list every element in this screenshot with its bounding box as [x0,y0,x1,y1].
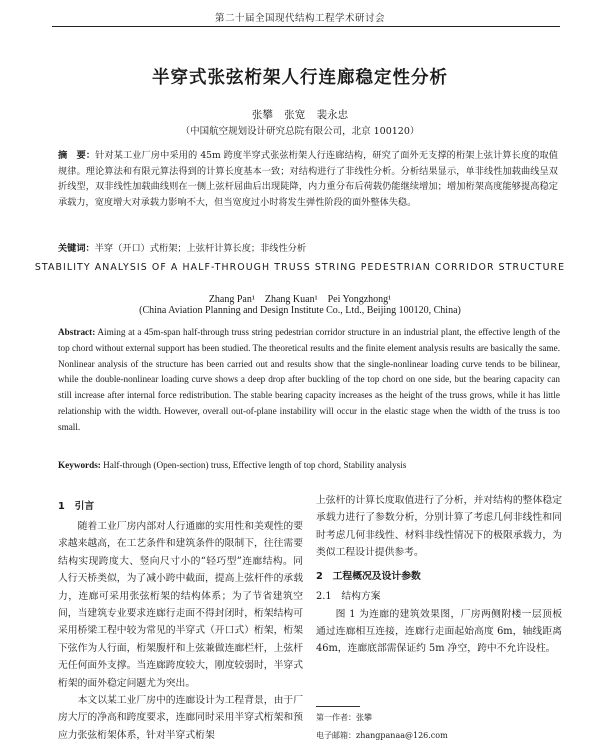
header-rule [52,26,560,27]
abstract-en-text: Aiming at a 45m-span half-through truss string pedestrian corridor structure in an industrial plant, the effective length of the top chord without external support has been studied. The theoretical results and the finite element analysis results are basically the same. Nonlinear analysis of the structure has been carried out and results show that the single-nonlinear loading curve tends to be bilinear, while the double-nonlinear loading curve shows a deep drop after buckling of the top chord on one side, but the bearing capacity can still increase after internal force redistribution. The stable bearing capacity increases as the height of the truss grows, while it has little relationship with the width. However, overall out-of-plane instability will occur in the elastic stage when the width of the truss is too small. [58,327,560,432]
keywords-en [58,460,560,470]
authors-en: Zhang Pan¹ Zhang Kuan¹ Pei Yongzhong¹ [208,294,392,305]
footnote-author: 第一作者：张攀 [316,713,372,722]
keywords-en-label: Keywords: [58,460,101,470]
abstract-cn-label: 摘 要： [58,150,96,161]
footnote-rule [316,706,360,707]
abstract-en-label: Abstract: [58,327,96,337]
keywords-cn-label: 关键词： [58,243,95,254]
keywords-cn [58,240,558,254]
paper-title-cn: 半穿式张弦桁架人行连廊稳定性分析 [152,68,448,88]
section-1-heading: 1 引言 [58,501,95,512]
footnote-email: 电子邮箱：zhangpanaa@126.com [316,731,448,740]
affiliation-en: (China Aviation Planning and Design Institute Co., Ltd., Beijing 100120, China) [139,305,461,316]
section-2-1-heading: 2.1 结构方案 [316,590,381,602]
abstract-cn-text: 针对某工业厂房中采用的 45m 跨度半穿式张弦桁架人行连廊结构，研究了面外无支撑的桁架上弦计算长度的取值规律。理论算法和有限元算法得到的计算长度基本一致；对结构进行了非线性分析。分析结果显示，单非线性加载曲线呈双折线型，双非线性加载曲线则在一侧上弦杆屈曲后出现陡降，内力重分布后荷载仍能继续增加；增加桁架高度能够提高稳定承载力，宽度增大对承载力影响不大，但当宽度过小时将发生弹性阶段的面外整体失稳。 [58,150,558,208]
authors-cn [0,107,600,122]
section-1-paragraph: 随着工业厂房内部对人行通廊的实用性和美观性的要求越来越高，在工艺条件和建筑条件的限制下，往往需要结构实现跨度大、竖向尺寸小的“轻巧型”连廊结构。同人行天桥类似，为了减小跨中截面，提高上弦杆件的承载力，连廊可采用张弦桁架的结构体系；为了节省建筑空间，当建筑专业要求连廊行走面不得封闭时，桁架结构可采用桥梁工程中较为常见的半穿式（开口式）桁架，桁架下弦作为人行面，桁架腹杆和上弦兼做连廊栏杆，上弦杆无任何面外支撑。当连廊跨度较大，刚度较弱时，半穿式桁架的面外稳定问题尤为突出。 [58,521,303,689]
author-cn: 裴永忠 [316,109,349,121]
keywords-en-text: Half-through (Open-section) truss, Effective length of top chord, Stability analysis [103,460,407,470]
affiliation-cn: （中国航空规划设计研究总院有限公司，北京 100120） [180,126,420,137]
author-cn: 张宽 [284,109,306,121]
section-2-1-paragraph: 图 1 为连廊的建筑效果图，厂房两侧附楼一层顶板通过连廊相互连接，连廊行走面起始高度 6m，轴线距离 46m，连廊底部需保证约 5m 净空，跨中不允许设柱。 [316,608,562,655]
body-column-right [316,492,562,658]
keywords-cn-text: 半穿（开口）式桁架；上弦杆计算长度；非线性分析 [94,243,307,254]
body-column-left [58,492,303,744]
abstract-en [58,325,560,436]
author-cn: 张攀 [251,109,273,121]
paper-title-en: STABILITY ANALYSIS OF A HALF-THROUGH TRUSS STRING PEDESTRIAN CORRIDOR STRUCTURE [34,262,566,273]
abstract-cn [58,148,558,210]
running-header: 第二十届全国现代结构工程学术研讨会 [214,13,385,24]
section-1-paragraph-continued: 上弦杆的计算长度取值进行了分析，并对结构的整体稳定承载力进行了参数分析，分别计算了考虑几何非线性和同时考虑几何非线性、材料非线性情况下的极限承载力，为类似工程设计提供参考。 [316,495,562,559]
section-1-paragraph: 本文以某工业厂房中的连廊设计为工程背景，由于厂房大厅的净高和跨度要求，连廊同时采用半穿式桁架和预应力张弦桁架体系，针对半穿式桁架 [58,695,303,741]
section-2-heading: 2 工程概况及设计参数 [316,570,421,582]
